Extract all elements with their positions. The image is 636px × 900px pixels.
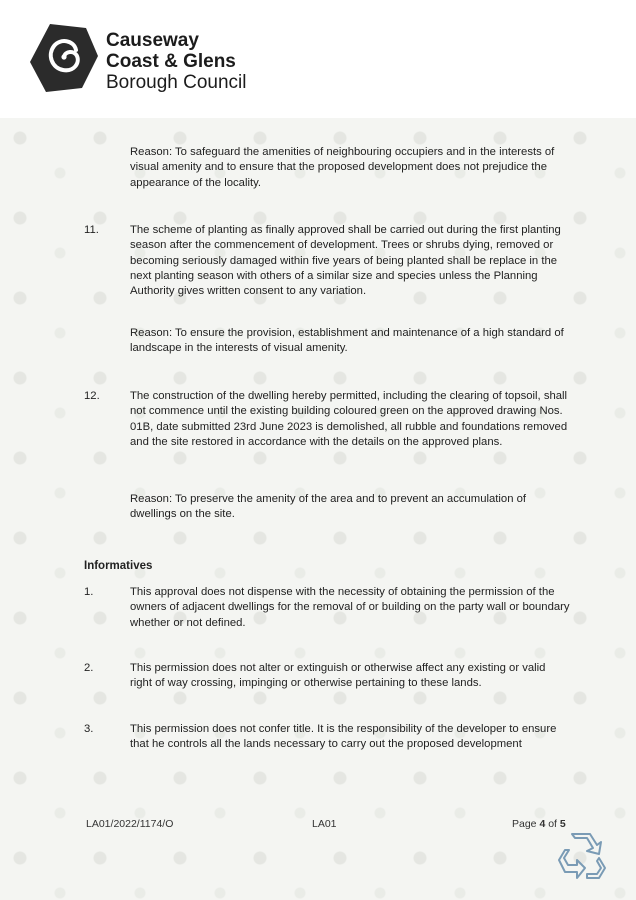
informative-3-text: This permission does not confer title. It is the responsibility of the developer to ensure that he controls all the lands necessary to carry out the proposed development bbox=[130, 723, 557, 751]
reason-10: Reason: To safeguard the amenities of neighbouring occupiers and in the interests of visual amenity and to ensure that the proposed development does not prejudice the appearance of the locality. bbox=[130, 146, 555, 189]
page-current: 4 bbox=[539, 818, 546, 830]
condition-11-number: 11. bbox=[84, 224, 99, 236]
page-of: of bbox=[545, 818, 560, 830]
reason-11: Reason: To ensure the provision, establishment and maintenance of a high standard of landscape in the interests of visual amenity. bbox=[130, 327, 564, 355]
letterhead bbox=[0, 0, 636, 118]
page-total: 5 bbox=[559, 818, 566, 830]
page-prefix: Page bbox=[512, 818, 540, 830]
informative-3-number: 3. bbox=[84, 723, 94, 735]
logo-line-2: Coast & Glens bbox=[106, 51, 236, 72]
condition-11-text: The scheme of planting as finally approved shall be carried out during the first planting season after the commencement of development. Trees or shrubs dying, removed or becoming seriously damaged within five years of being planted shall be replace in the next planting season with others of a similar size and species unless the Planning Authority gives written consent to any variation. bbox=[130, 224, 561, 298]
condition-12-text: The construction of the dwelling hereby permitted, including the clearing of topsoil, shall not commence until the existing building coloured green on the approved drawing Nos. 01B, date submitted 23rd June 2023 is demolished, all rubble and foundations removed and the site restored in accordance with the details on the approved plans. bbox=[130, 390, 568, 448]
council-name bbox=[106, 30, 246, 93]
informative-2-number: 2. bbox=[84, 662, 94, 674]
footer-office: LA01 bbox=[312, 818, 337, 830]
footer-reference: LA01/2022/1174/O bbox=[86, 818, 174, 830]
informatives-heading: Informatives bbox=[84, 560, 153, 572]
reason-12: Reason: To preserve the amenity of the area and to prevent an accumulation of dwellings on the site. bbox=[130, 493, 527, 521]
informative-2-text: This permission does not alter or extinguish or otherwise affect any existing or valid right of way crossing, impinging or otherwise pertaining to these lands. bbox=[130, 662, 546, 690]
informative-1-text: This approval does not dispense with the necessity of obtaining the permission of the owners of adjacent dwellings for the removal of or building on the party wall or boundary whether or not defined. bbox=[130, 586, 570, 629]
recycle-icon bbox=[553, 832, 609, 882]
condition-12-number: 12. bbox=[84, 390, 100, 402]
spiral-hexagon-logo-icon bbox=[30, 22, 98, 94]
logo-line-3: Borough Council bbox=[106, 72, 247, 93]
page-number bbox=[512, 818, 566, 830]
informative-1-number: 1. bbox=[84, 586, 94, 598]
logo-line-1: Causeway bbox=[106, 30, 199, 51]
